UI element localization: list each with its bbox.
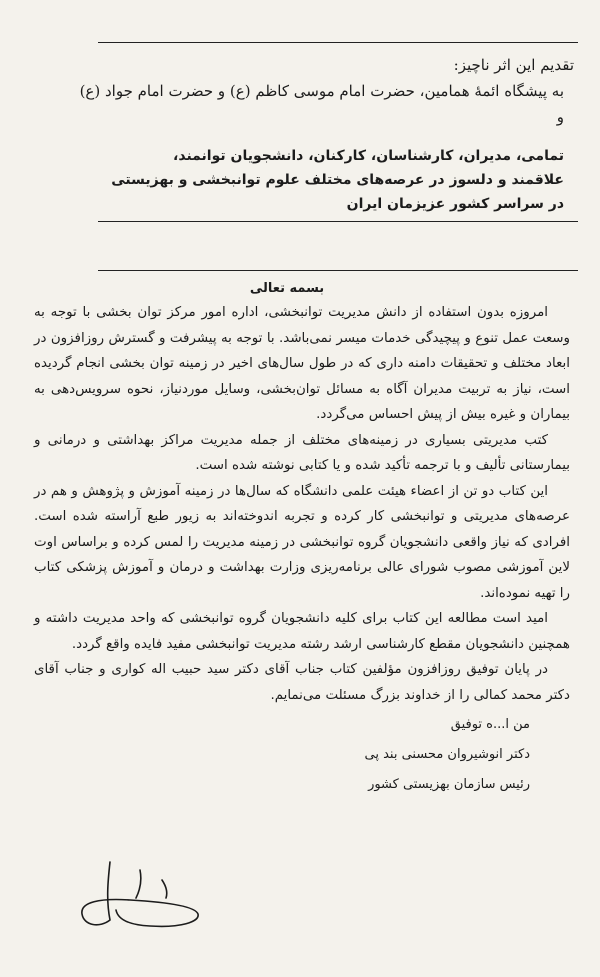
signer-title: رئیس سازمان بهزیستی کشور [368,777,530,792]
dedication-line-2: تمامی، مدیران، کارشناسان، کارکنان، دانشجویان توانمند، [173,148,564,164]
dedication-bottom-rule [98,221,578,222]
preface-paragraph: امید است مطالعه این کتاب برای کلیه دانشجویان گروه توانبخشی که واحد مدیریت داشته و همچنین دانشجویان مقطع کارشناسی ارشد رشته مدیریت توانبخشی مفید فایده واقع گردد. [34,611,570,652]
preface-paragraph: در پایان توفیق روزافزون مؤلفین کتاب جناب آقای دکتر سید حبیب اله کواری و جناب آقای دکتر محمد کمالی را از خداوند بزرگ مسئلت می‌نمایم. [34,662,570,703]
dedication-line-1: به پیشگاه ائمهٔ همامین، حضرت امام موسی کاظم (ع) و حضرت امام جواد (ع) [79,82,564,100]
preface-block [34,278,570,800]
handwritten-signature [70,850,210,940]
signer-name: دکتر انوشیروان محسنی بند پی [364,747,530,762]
preface-paragraph: امروزه بدون استفاده از دانش مدیریت توانبخشی، اداره امور مرکز توان بخشی با توجه به وسعت عمل تنوع و پیچیدگی خدمات میسر نمی‌باشد. با توجه به پیشرفت و گسترش روزافزون در ابعاد مختلف و تحقیقات دامنه داری که در طول سال‌های اخیر در زمینه توان بخشی انجام گردیده است، نیاز به تربیت مدیران آگاه به مسائل توان‌بخشی، وسایل موردنیاز، نحوه سرویس‌دهی به بیماران و غیره بیش از پیش احساس می‌گردد. [34,305,570,422]
preface-body [34,300,570,708]
dedication-line-4: در سراسر کشور عزیزمان ایران [346,196,564,212]
closing-phrase: من ا...ه توفیق [450,717,530,732]
signature-block [34,710,570,800]
dedication-conjunction: و [556,108,564,126]
preface-top-rule [98,270,578,271]
dedication-line-3: علاقمند و دلسوز در عرصه‌های مختلف علوم توانبخشی و بهزیستی [111,172,564,188]
preface-paragraph: این کتاب دو تن از اعضاء هیئت علمی دانشگاه که سال‌ها در زمینه آموزش و پژوهش و هم در عرصه‌های مدیریتی و توانبخشی کار کرده و تجربه اندوخته‌اند به زیور طبع آراسته شده است. افرادی که نیاز واقعی دانشجویان گروه توانبخشی در زمینه مدیریت را لمس کرده و براساس اوت لاین آموزشی مصوب شورای عالی برنامه‌ریزی وزارت بهداشت و درمان و آموزش پزشکی کتاب را تهیه نموده‌اند. [34,483,570,601]
preface-paragraph: کتب مدیریتی بسیاری در زمینه‌های مختلف از جمله مدیریت مراکز بهداشتی و درمانی و بیمارستانی تألیف و با ترجمه تأکید شده و یا کتابی نوشته شده است. [34,432,570,473]
dedication-title: تقدیم این اثر ناچیز: [453,56,574,74]
dedication-block [79,52,578,216]
preface-heading: بسمه تعالی [249,281,325,296]
top-rule [98,42,578,43]
